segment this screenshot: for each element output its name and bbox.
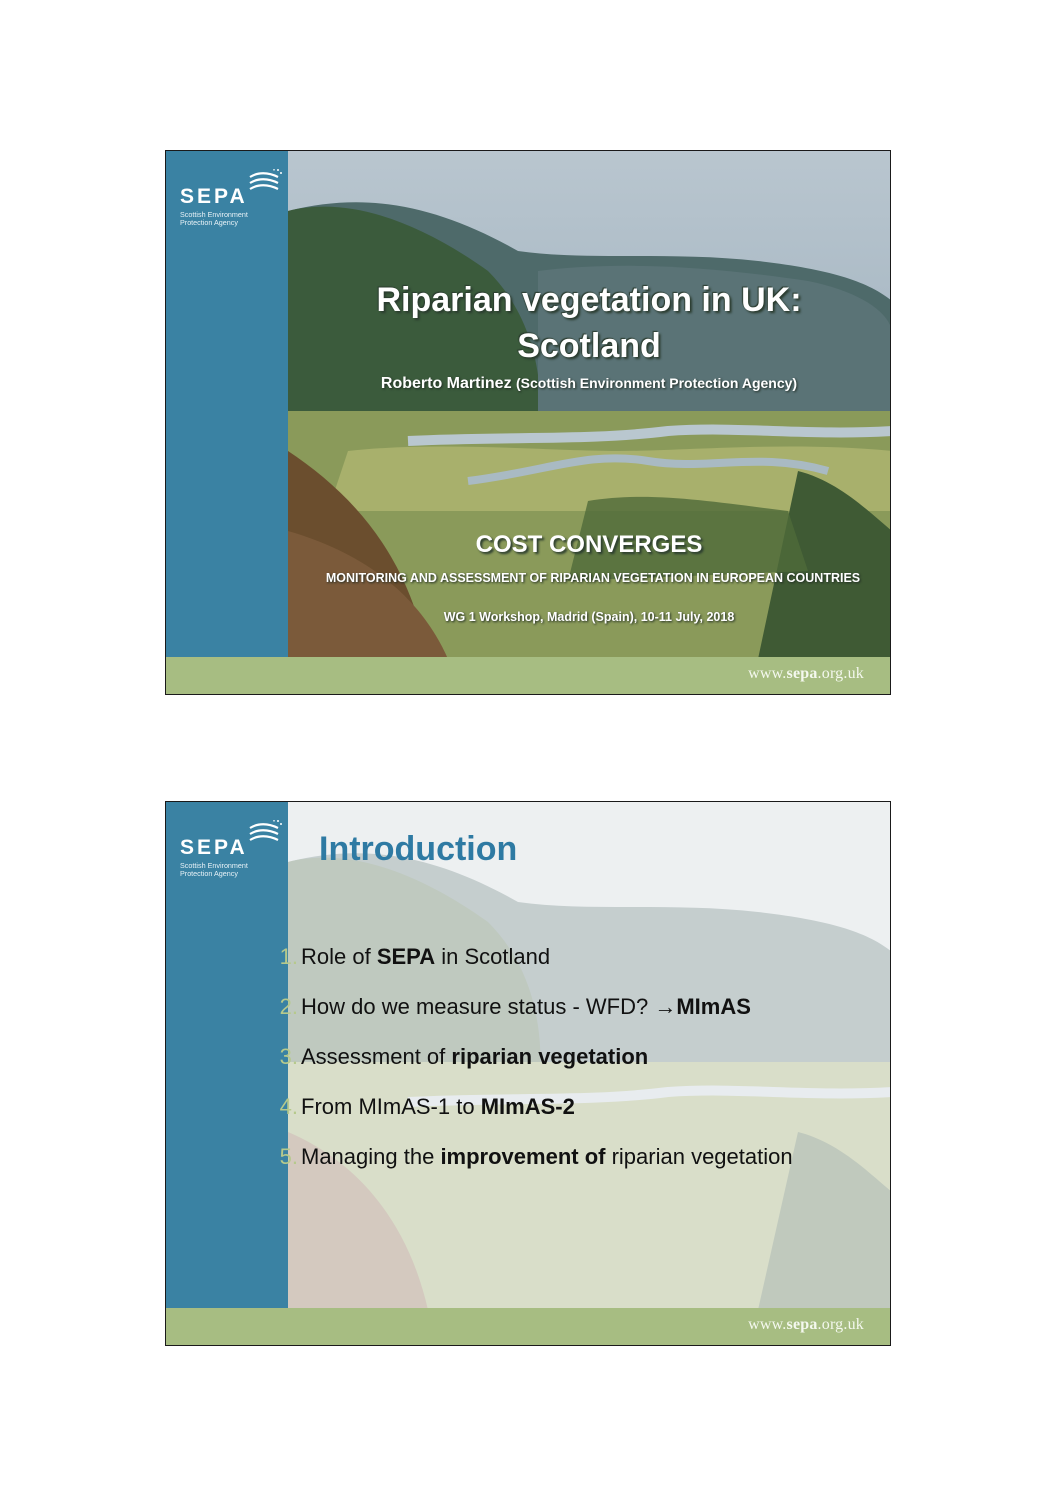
list-item-text — [301, 1044, 648, 1069]
list-item-text — [301, 944, 550, 969]
sepa-logo — [178, 820, 286, 884]
list-item-text — [301, 1144, 793, 1169]
url-prefix: www. — [748, 665, 787, 682]
url-suffix: .org.uk — [817, 665, 864, 682]
title-line-2: Scotland — [517, 327, 661, 365]
slide-title — [288, 277, 890, 369]
footer-bar — [166, 1308, 890, 1345]
sepa-waves-icon — [248, 169, 284, 197]
list-item-number: 3. — [279, 1044, 298, 1069]
author-affiliation: (Scottish Environment Protection Agency) — [516, 375, 798, 391]
workshop-info: WG 1 Workshop, Madrid (Spain), 10-11 July, 2018 — [443, 610, 735, 624]
url-bold: sepa — [786, 665, 818, 682]
sepa-logo — [178, 169, 286, 233]
footer-url[interactable] — [748, 665, 864, 683]
logo-subtitle: Scottish Environment Protection Agency — [180, 861, 248, 878]
list-item-number: 2. — [279, 994, 298, 1019]
list-item-number: 5. — [279, 1144, 298, 1169]
list-item — [270, 944, 550, 974]
url-bold: sepa — [786, 1316, 818, 1333]
list-item — [270, 1094, 575, 1124]
footer-url[interactable] — [748, 1316, 864, 1334]
plain-text: Assessment of — [301, 1044, 452, 1069]
title-slide — [165, 150, 891, 695]
emphasis-text: riparian vegetation — [451, 1044, 649, 1069]
plain-text: From MImAS-1 to — [301, 1094, 481, 1119]
list-item-number: 1. — [279, 944, 298, 969]
list-item — [270, 994, 751, 1024]
event-subtitle: MONITORING AND ASSESSMENT OF RIPARIAN VEGETATION IN EUROPEAN COUNTRIES — [325, 571, 861, 585]
plain-text: Role of — [301, 944, 377, 969]
plain-text: in Scotland — [435, 944, 551, 969]
introduction-slide — [165, 801, 891, 1346]
list-item — [270, 1044, 648, 1074]
list-item-number: 4. — [279, 1094, 298, 1119]
list-item-text — [301, 1094, 575, 1119]
event-name: COST CONVERGES — [475, 531, 703, 558]
title-line-1: Riparian vegetation in UK: — [376, 281, 802, 319]
emphasis-text: →MImAS — [654, 994, 751, 1019]
author-name: Roberto Martinez — [380, 375, 512, 392]
emphasis-text: MImAS-2 — [480, 1094, 575, 1119]
list-item-text — [301, 994, 751, 1019]
author-line — [288, 375, 890, 393]
logo-subtitle: Scottish Environment Protection Agency — [180, 210, 248, 227]
sepa-waves-icon — [248, 820, 284, 848]
footer-bar — [166, 657, 890, 694]
logo-wordmark: SEPA — [180, 185, 248, 208]
sidebar — [166, 151, 288, 657]
logo-wordmark: SEPA — [180, 836, 248, 859]
emphasis-text: improvement of — [440, 1144, 606, 1169]
plain-text: How do we measure status - WFD? — [301, 994, 655, 1019]
plain-text: Managing the — [301, 1144, 441, 1169]
plain-text: riparian vegetation — [605, 1144, 793, 1169]
emphasis-text: SEPA — [376, 944, 436, 969]
url-suffix: .org.uk — [817, 1316, 864, 1333]
url-prefix: www. — [748, 1316, 787, 1333]
list-item — [270, 1144, 793, 1174]
slide-title: Introduction — [319, 830, 518, 868]
